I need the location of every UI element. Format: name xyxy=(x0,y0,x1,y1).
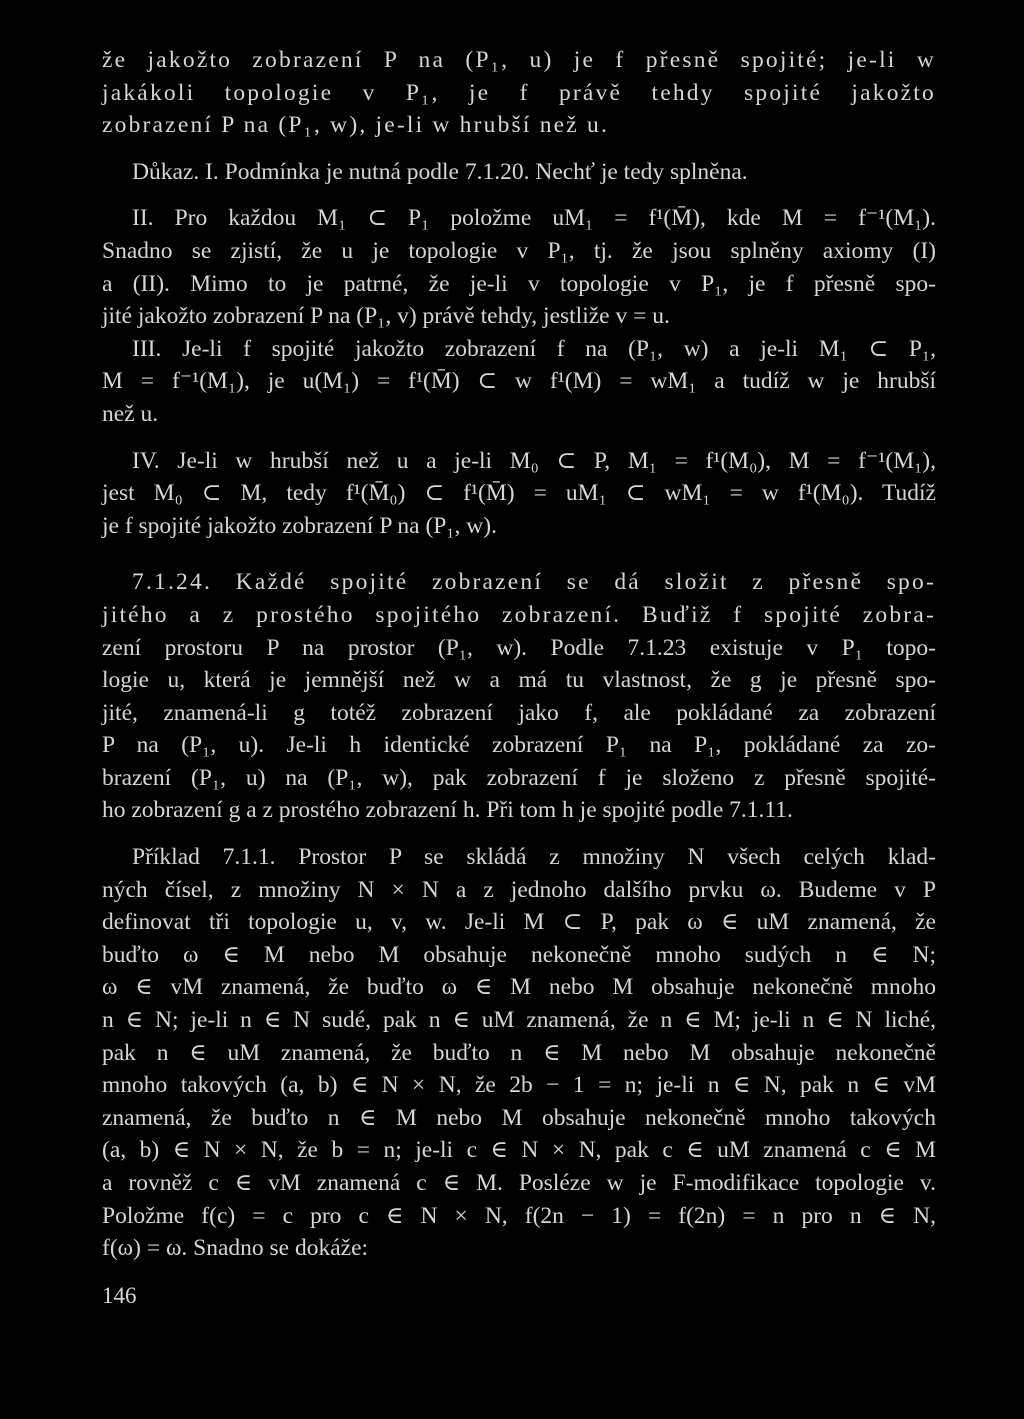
text-line: n ∈ N; je-li n ∈ N sudé, pak n ∈ uM znamená, že n ∈ M; je-li n ∈ N liché, xyxy=(102,1007,936,1034)
text-line: zení prostoru P na prostor (P₁, w). Podle 7.1.23 existuje v P₁ topo- xyxy=(102,634,936,661)
text-line: Příklad 7.1.1. Prostor P se skládá z množiny N všech celých klad- xyxy=(132,844,936,871)
text-line: ho zobrazení g a z prostého zobrazení h. Při tom h je spojité podle 7.1.11. xyxy=(102,797,793,824)
text-line: buďto ω ∈ M nebo M obsahuje nekonečně mnoho sudých n ∈ N; xyxy=(102,941,936,968)
text-line: jakákoli topologie v P₁, je f právě tehdy spojité jakožto xyxy=(102,79,936,106)
text-line: III. Je-li f spojité jakožto zobrazení f na (P₁, w) a je-li M₁ ⊂ P₁, xyxy=(132,335,936,362)
text-line: zobrazení P na (P₁, w), je-li w hrubší než u. xyxy=(102,112,610,139)
theorem-7-1-24 xyxy=(102,566,936,827)
text-line: logie u, která je jemnější než w a má tu vlastnost, že g je přesně spo- xyxy=(102,667,936,694)
theorem-continuation xyxy=(102,44,936,142)
text-line: pak n ∈ uM znamená, že buďto n ∈ M nebo M obsahuje nekonečně xyxy=(102,1039,936,1066)
text-line: jité, znamená-li g totéž zobrazení jako f, ale pokládané za zobrazení xyxy=(102,699,936,726)
text-line: Položme f(c) = c pro c ∈ N × N, f(2n − 1) = f(2n) = n pro n ∈ N, xyxy=(102,1202,936,1229)
text-line: ω ∈ vM znamená, že buďto ω ∈ M nebo M obsahuje nekonečně mnoho xyxy=(102,974,936,1001)
text-line: Snadno se zjistí, že u je topologie v P₁, tj. že jsou splněny axiomy (I) xyxy=(102,237,936,264)
text-line: mnoho takových (a, b) ∈ N × N, že 2b − 1 = n; je-li n ∈ N, pak n ∈ vM xyxy=(102,1072,936,1099)
text-line: a rovněž c ∈ vM znamená c ∈ M. Posléze w je F-modifikace topologie v. xyxy=(102,1170,936,1196)
proof-part-2 xyxy=(102,202,936,332)
text-line: Důkaz. I. Podmínka je nutná podle 7.1.20. Nechť je tedy splněna. xyxy=(132,158,748,185)
text-line: než u. xyxy=(102,400,159,427)
text-line: f(ω) = ω. Snadno se dokáže: xyxy=(102,1235,369,1262)
proof-part-3 xyxy=(102,333,936,431)
text-line: a (II). Mimo to je patrné, že je-li v topologie v P₁, je f přesně spo- xyxy=(102,270,936,297)
text-line: (a, b) ∈ N × N, že b = n; je-li c ∈ N × N, pak c ∈ uM znamená c ∈ M xyxy=(102,1137,936,1164)
page-number: 146 xyxy=(102,1283,137,1308)
text-line: jitého a z prostého spojitého zobrazení. Buďiž f spojité zobra- xyxy=(102,601,936,628)
text-line: P na (P₁, u). Je-li h identické zobrazení P₁ na P₁, pokládané za zo- xyxy=(102,732,936,759)
text-line: brazení (P₁, u) na (P₁, w), pak zobrazení f je složeno z přesně spojité- xyxy=(102,764,936,791)
text-line: 7.1.24. Každé spojité zobrazení se dá složit z přesně spo- xyxy=(132,569,936,596)
proof-part-4 xyxy=(102,445,936,543)
text-line: definovat tři topologie u, v, w. Je-li M ⊂ P, pak ω ∈ uM znamená, že xyxy=(102,909,936,936)
text-line: jest M₀ ⊂ M, tedy f¹(M̄₀) ⊂ f¹(M̄) = uM₁ ⊂ wM₁ = w f¹(M₀). Tudíž xyxy=(102,480,936,507)
proof-part-1 xyxy=(102,156,936,189)
text-line: ných čísel, z množiny N × N a z jednoho dalšího prvku ω. Budeme v P xyxy=(102,876,936,903)
text-line: je f spojité jakožto zobrazení P na (P₁, w). xyxy=(102,512,497,539)
example-7-1-1 xyxy=(102,841,936,1265)
text-line: že jakožto zobrazení P na (P₁, u) je f přesně spojité; je-li w xyxy=(102,47,936,73)
text-line: II. Pro každou M₁ ⊂ P₁ položme uM₁ = f¹(M̄), kde M = f⁻¹(M₁). xyxy=(132,205,936,232)
text-line: IV. Je-li w hrubší než u a je-li M₀ ⊂ P, M₁ = f¹(M₀), M = f⁻¹(M₁), xyxy=(132,447,936,474)
text-line: znamená, že buďto n ∈ M nebo M obsahuje nekonečně mnoho takových xyxy=(102,1104,936,1131)
text-line: jité jakožto zobrazení P na (P₁, v) právě tehdy, jestliže v = u. xyxy=(102,303,670,330)
text-line: M = f⁻¹(M₁), je u(M₁) = f¹(M̄) ⊂ w f¹(M) = wM₁ a tudíž w je hrubší xyxy=(102,368,936,395)
